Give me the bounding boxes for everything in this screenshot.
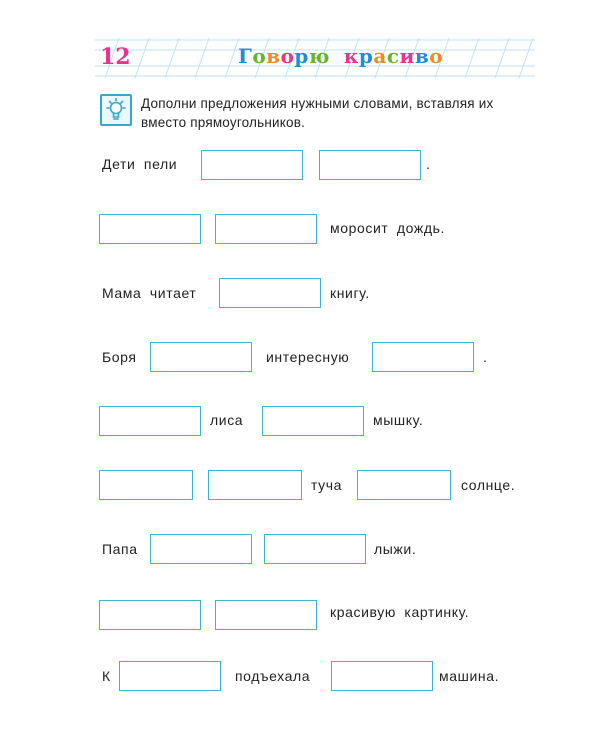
- sentence-7-blank-1[interactable]: [150, 534, 252, 564]
- sentence-5-blank-1[interactable]: [99, 406, 201, 436]
- title-letter: о: [429, 44, 444, 68]
- title-letter: о: [280, 44, 295, 68]
- sentence-4-text-1: Боря: [102, 349, 137, 365]
- sentence-4-text-2: интересную: [266, 349, 350, 365]
- page-title: [238, 44, 443, 68]
- lightbulb-icon: [100, 94, 132, 126]
- sentence-9-text-2: подъехала: [235, 668, 311, 684]
- title-letter: р: [358, 44, 374, 68]
- sentence-6-text-2: солнце.: [461, 477, 516, 493]
- sentence-8-text: красивую картинку.: [330, 604, 470, 620]
- sentence-5-blank-2[interactable]: [262, 406, 364, 436]
- task-instruction: Дополни предложения нужными словами, вставляя их вместо прямоугольников.: [141, 96, 494, 130]
- sentence-9-text-3: машина.: [439, 668, 500, 684]
- sentence-7-blank-2[interactable]: [264, 534, 366, 564]
- sentence-1-blank-1[interactable]: [201, 150, 303, 180]
- sentence-9-blank-2[interactable]: [331, 661, 433, 691]
- title-letter: а: [373, 44, 387, 68]
- sentence-6-blank-1[interactable]: [99, 470, 193, 500]
- sentence-9-text-1: К: [102, 668, 111, 684]
- sentence-1-end: .: [426, 156, 431, 172]
- sentence-9-blank-1[interactable]: [119, 661, 221, 691]
- sentence-2-blank-2[interactable]: [215, 214, 317, 244]
- sentence-2-blank-1[interactable]: [99, 214, 201, 244]
- sentence-1-blank-2[interactable]: [319, 150, 421, 180]
- title-letter: ю: [308, 44, 330, 68]
- page-number: 12: [100, 44, 131, 70]
- sentence-4-blank-1[interactable]: [150, 342, 252, 372]
- sentence-1-text: Дети пели: [102, 156, 178, 172]
- sentence-3-text-2: книгу.: [330, 285, 370, 301]
- sentence-5-text-1: лиса: [210, 412, 244, 428]
- sentence-8-blank-1[interactable]: [99, 600, 201, 630]
- sentence-7-text-1: Папа: [102, 541, 138, 557]
- sentence-4-end: .: [483, 349, 488, 365]
- title-letter: р: [294, 44, 309, 68]
- title-letter: Г: [238, 44, 253, 68]
- sentence-2-text: моросит дождь.: [330, 220, 446, 236]
- title-letter: с: [386, 44, 400, 68]
- title-letter: в: [414, 44, 430, 68]
- title-letter: о: [252, 44, 267, 68]
- sentence-6-text-1: туча: [311, 477, 343, 493]
- sentence-3-text-1: Мама читает: [102, 285, 197, 301]
- sentence-5-text-2: мышку.: [373, 412, 424, 428]
- title-letter: в: [266, 44, 281, 68]
- sentence-6-blank-2[interactable]: [208, 470, 302, 500]
- sentence-6-blank-3[interactable]: [357, 470, 451, 500]
- sentence-3-blank-1[interactable]: [219, 278, 321, 308]
- sentence-7-text-2: лыжи.: [374, 541, 417, 557]
- title-letter: и: [399, 44, 415, 68]
- sentence-8-blank-2[interactable]: [215, 600, 317, 630]
- title-letter: к: [343, 44, 359, 68]
- sentence-4-blank-2[interactable]: [372, 342, 474, 372]
